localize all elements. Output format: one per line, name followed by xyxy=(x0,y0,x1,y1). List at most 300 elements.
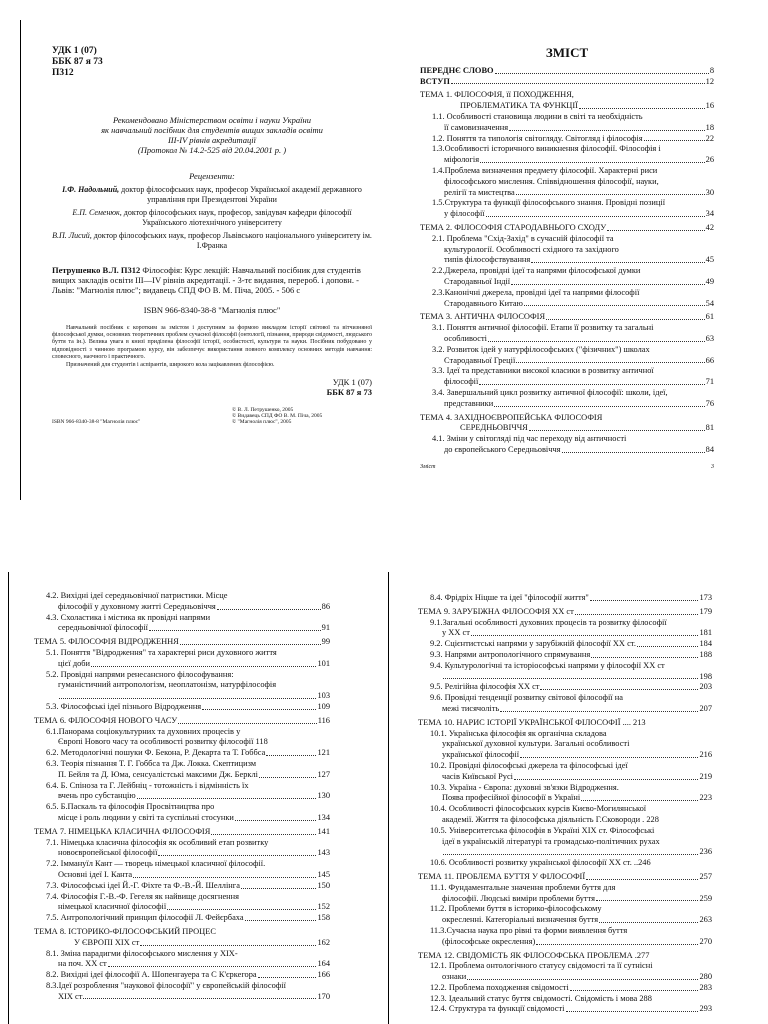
dot-leader xyxy=(516,362,704,363)
toc-entry-text: 6.5. Б.Паскаль та філософія Просвітництва про xyxy=(46,802,215,812)
dot-leader xyxy=(596,900,698,901)
toc-entry-text: 11.1. Фундаментальне значення проблеми буття для xyxy=(430,882,616,892)
toc-entry-text: особливості xyxy=(444,333,488,343)
dot-leader xyxy=(536,944,698,945)
toc-entry-text: у XX ст xyxy=(442,628,470,638)
toc-page-number: 130 xyxy=(317,791,330,801)
dot-leader xyxy=(509,130,705,131)
dot-leader xyxy=(581,800,698,801)
toc-page-number: 203 xyxy=(699,682,712,692)
toc-entry xyxy=(420,377,714,387)
dot-leader xyxy=(570,990,699,991)
reviewer-3: В.П. Лисий, доктор філософських наук, професор Львівського національного університету ім. І.Франка xyxy=(52,231,372,250)
toc-entry-text: на поч. XX ст xyxy=(58,959,107,969)
dot-leader xyxy=(531,262,704,263)
toc-page-number: 127 xyxy=(317,769,330,779)
toc-entry xyxy=(418,904,712,914)
toc-entry-text: 9.5. Релігійна філософія XX ст xyxy=(430,682,540,692)
toc-entry-text: української філософії xyxy=(442,750,520,760)
toc-page-number: 216 xyxy=(699,750,712,760)
toc-entry-text: 3.4. Завершальний цикл розвитку античної філософії: школи, ідеї, xyxy=(432,387,668,397)
dot-leader xyxy=(133,877,316,878)
toc-entry xyxy=(418,815,712,825)
toc-entry xyxy=(420,266,714,276)
toc-entry xyxy=(420,312,714,322)
toc-entry-text: 3.1. Поняття античної філософії. Етапи її розвитку та загальні xyxy=(432,323,654,333)
toc-entry xyxy=(420,123,714,133)
toc-entry-text: філософії. Людські виміри проблеми буття xyxy=(442,893,595,903)
dot-leader xyxy=(495,73,709,74)
dot-leader xyxy=(514,779,698,780)
toc-page-number: 170 xyxy=(317,991,330,1001)
dot-leader xyxy=(511,284,705,285)
dot-leader xyxy=(494,406,704,407)
toc-page-number: 257 xyxy=(699,871,712,881)
dot-leader xyxy=(546,319,705,320)
toc-entry xyxy=(420,399,714,409)
toc-entry xyxy=(418,872,712,882)
toc-entry xyxy=(34,992,330,1002)
toc-entry xyxy=(418,783,712,793)
toc-entry-text: культурології. Особливості східного та західного xyxy=(444,244,619,254)
toc-page-number: 164 xyxy=(317,959,330,969)
toc-page-number: 16 xyxy=(705,101,714,111)
dot-leader xyxy=(488,341,705,342)
toc-entry xyxy=(34,881,330,891)
toc-page-number: 45 xyxy=(705,255,714,265)
toc-page-number: 179 xyxy=(699,606,712,616)
toc-entry-text: ПЕРЕДНЄ СЛОВО xyxy=(420,65,494,75)
toc-page-number: 76 xyxy=(705,398,714,408)
toc-entry xyxy=(420,198,714,208)
toc-page-number: 152 xyxy=(317,902,330,912)
toc-entry xyxy=(418,994,712,1004)
toc-entry xyxy=(420,209,714,219)
toc-entry-text: ТЕМА 4. ЗАХІДНОЄВРОПЕЙСЬКА ФІЛОСОФІЯ xyxy=(420,412,603,422)
toc-page-number: 63 xyxy=(705,333,714,343)
toc-entry-text: 1.1. Особливості становища людини в світі та необхідність xyxy=(432,111,643,121)
toc-page-number: 162 xyxy=(317,937,330,947)
toc-entry xyxy=(418,704,712,714)
toc-entry-text: Стародавньої Греції xyxy=(444,355,516,365)
toc-entry-text: П. Бейля та Д. Юма, сенсуалістські максими Дж. Берклі xyxy=(58,769,258,779)
toc-page-number: 81 xyxy=(705,423,714,433)
dot-leader xyxy=(529,430,705,431)
toc-entry xyxy=(420,144,714,154)
toc-entry xyxy=(420,334,714,344)
toc-page-number: 49 xyxy=(705,276,714,286)
toc-entry-text: ознаки xyxy=(442,972,467,982)
dot-leader xyxy=(217,609,321,610)
toc-entry-text: 10.3. Україна - Європа: духовні зв'язки Відродження. xyxy=(430,782,619,792)
toc-entry-text: 12.4. Структура та функції свідомості xyxy=(430,1004,565,1014)
toc-page-number: 280 xyxy=(699,972,712,982)
toc-entry xyxy=(34,716,330,726)
toc-entry xyxy=(418,761,712,771)
toc-page-number: 184 xyxy=(699,639,712,649)
toc-entry-text: 7.3. Філософські ідеї Й.-Г. Фіхте та Ф.-В.-Й. Шеллінга xyxy=(46,880,240,890)
toc-entry xyxy=(420,223,714,233)
toc-entry xyxy=(418,729,712,739)
toc-entry-text: 12.1. Проблема онтологічного статусу свідомості та її сутнісні xyxy=(430,961,653,971)
toc-page-number: 259 xyxy=(699,893,712,903)
toc-entry xyxy=(420,101,714,111)
toc-entry xyxy=(418,951,712,961)
toc-entry-text: її самовизначення xyxy=(444,122,509,132)
toc-entry-text: 5.2. Провідні напрями ренесансного філософування: xyxy=(46,669,234,679)
toc-page-number: 99 xyxy=(321,637,330,647)
toc-entry xyxy=(420,77,714,87)
toc-entry xyxy=(420,90,714,100)
bibliographic-record: Петрушенко В.Л. П312 Філософія: Курс лекцій: Навчальний посібник для студентів вищих закладів освіти III—IV рівнів акредитації. - 3-тє видання, перероб. і доповн. - Львів: "Магнолія плюс"; видавець СПД ФО В. М. Піча, 2005. - 506 с xyxy=(52,264,361,295)
toc-page-3 xyxy=(418,592,712,1022)
toc-entry-text: 2.2.Джерела, провідні ідеї та напрями філософської думки xyxy=(432,266,641,276)
toc-entry xyxy=(418,804,712,814)
dot-leader xyxy=(579,108,705,109)
toc-entry-text: Основні ідеї І. Канта xyxy=(58,869,133,879)
toc-entry-text: 10.2. Провідні філософські джерела та філософські ідеї xyxy=(430,760,628,770)
annotation: Навчальний посібник є коротким за змістом і доступним за формою викладом історії світової та вітчизняної філософської думки, основних теоретичних проблем сучасної філософії (онтології, пізнання, природи свідомості, людського буття та ін.). Велика увага в книзі приділена філософії історії, особистості, культури та науки. Посібник побудовано у відповідності з чинною програмою курсу, він забезпечує використання повного комплексу основних методів навчання: словесного, наочного і практичного. xyxy=(52,324,372,361)
toc-entry xyxy=(420,288,714,298)
toc-entry xyxy=(420,155,714,165)
toc-entry-text: 10.5. Університетська філософія в Україні XIX ст. Філософські xyxy=(430,825,655,835)
toc-entry-text: 5.1. Поняття "Відродження" та характерні риси духовного життя xyxy=(46,647,277,657)
toc-page-number: 84 xyxy=(705,444,714,454)
toc-entry xyxy=(34,938,330,948)
toc-page-number: 293 xyxy=(699,1004,712,1014)
toc-entry-text: німецької класичної філософії xyxy=(58,902,167,912)
toc-entry xyxy=(420,366,714,376)
isbn: ISBN 966-8340-38-8 "Магнолія плюс" xyxy=(143,304,281,315)
toc-entry-text: ТЕМА 9. ЗАРУБІЖНА ФІЛОСОФІЯ XX ст xyxy=(418,606,574,616)
toc-entry-text: новоєвропейської філософії xyxy=(58,848,158,858)
toc-page-number: 101 xyxy=(317,658,330,668)
page-edge-line xyxy=(8,572,9,1024)
toc-entry xyxy=(420,445,714,455)
toc-entry xyxy=(418,972,712,982)
toc-entry xyxy=(34,770,330,780)
toc-entry-text: 10.4. Особливості філософських курсів Києво-Могилянської xyxy=(430,804,647,814)
reviewer-2: Е.П. Семенюк, доктор філософських наук, професор, завідувач кафедри філософії Українського ліотехнічного університету xyxy=(72,208,352,227)
toc-page-number: 223 xyxy=(699,793,712,803)
toc-entry xyxy=(418,593,712,603)
dot-leader xyxy=(167,909,316,910)
toc-entry xyxy=(418,607,712,617)
toc-entry-text: 8.1. Зміна парадигми філософського мислення у XIX- xyxy=(46,948,238,958)
dot-leader xyxy=(467,979,698,980)
toc-entry xyxy=(34,702,330,712)
toc-entry xyxy=(34,848,330,858)
toc-entry xyxy=(34,870,330,880)
dot-leader xyxy=(91,666,316,667)
toc-page-number: 145 xyxy=(317,869,330,879)
toc-entry xyxy=(34,759,330,769)
dot-leader xyxy=(591,657,698,658)
udk-code-bottom: УДК 1 (07) xyxy=(332,377,372,387)
page-edge-line xyxy=(20,20,21,500)
dot-leader xyxy=(211,834,316,835)
toc-page-number: 166 xyxy=(317,970,330,980)
toc-page-number: 188 xyxy=(699,649,712,659)
toc-entry xyxy=(420,388,714,398)
toc-entry-text: Європі Нового часу та особливості розвитку філософії 118 xyxy=(58,737,268,747)
toc-page-number: 22 xyxy=(705,133,714,143)
toc-entry-text: представники xyxy=(444,398,494,408)
toc-entry-text: 7.1. Німецька класична філософія як особливий етап розвитку xyxy=(46,837,269,847)
toc-page-number: 236 xyxy=(699,847,712,857)
toc-page-number: 121 xyxy=(317,748,330,758)
dot-leader xyxy=(178,723,316,724)
toc-entry xyxy=(34,791,330,801)
dot-leader xyxy=(566,1011,699,1012)
toc-entry-text: Стародавньої Індії xyxy=(444,276,511,286)
toc-page-number: 91 xyxy=(321,623,330,633)
dot-leader xyxy=(516,194,705,195)
reviewer-1: І.Ф. Надольний, доктор філософських наук, професор Української академії державного управління при Президентові України xyxy=(62,185,362,204)
toc-entry-text: 9.3. Напрями антропологічного спрямування xyxy=(430,649,591,659)
toc-entry xyxy=(418,826,712,836)
dot-leader xyxy=(258,977,317,978)
toc-page-number: 141 xyxy=(317,826,330,836)
author-code: П312 xyxy=(52,68,74,78)
bbk-code-bottom: ББК 87 я 73 xyxy=(326,387,372,397)
dot-leader xyxy=(245,920,317,921)
toc-page-number: 42 xyxy=(705,222,714,232)
toc-page-number: 61 xyxy=(705,312,714,322)
toc-entry-text: 6.4. Б. Спіноза та Г. Лейбніц - тотожність і відмінність їх xyxy=(46,780,249,790)
toc-entry-text: філософського мислення. Співвідношення філософії, науки, xyxy=(444,176,659,186)
audience: Призначений для студентів і аспірантів, широкого кола зацікавлених філософією. xyxy=(66,361,275,368)
toc-entry xyxy=(418,793,712,803)
toc-entry-text: до європейського Середньовіччя xyxy=(444,444,561,454)
toc-entry-text: ТЕМА 6. ФІЛОСОФІЯ НОВОГО ЧАСУ xyxy=(34,715,178,725)
toc-entry-text: Стародавнього Китаю xyxy=(444,298,523,308)
toc-entry xyxy=(34,970,330,980)
bbk-code: ББК 87 я 73 xyxy=(52,57,103,67)
toc-entry-text: 11.2. Проблеми буття в історико-філософському xyxy=(430,904,602,914)
toc-entry-text: 4.1. Зміни у світогляді під час переходу від античності xyxy=(432,434,627,444)
toc-entry-text: 9.2. Сцієнтистські напрями у зарубіжній філософії XX ст. xyxy=(430,639,636,649)
toc-entry-text: ТЕМА 5. ФІЛОСОФІЯ ВІДРОДЖЕННЯ xyxy=(34,637,179,647)
toc-entry-text: 1.3.Особливості історичного виникнення філософії. Філософія і xyxy=(432,144,661,154)
toc-page-number: 8 xyxy=(709,65,714,75)
toc-entry xyxy=(34,727,330,737)
toc-entry-text: релігії та мистецтва xyxy=(444,187,515,197)
dot-leader xyxy=(520,757,698,758)
reviewers-label: Рецензенти: xyxy=(189,171,235,181)
dot-leader xyxy=(202,709,316,710)
dot-leader xyxy=(540,689,698,690)
toc-entry-text: 8.3.Ідеї розроблення "наукової філософії" у європейській філософії xyxy=(46,980,286,990)
toc-entry xyxy=(34,748,330,758)
toc-entry-text: 2.1. Проблема "Схід-Захід" в сучасній філософії та xyxy=(432,233,614,243)
imprint-page xyxy=(52,46,372,496)
toc-entry xyxy=(418,682,712,692)
toc-entry xyxy=(418,983,712,993)
toc-entry-text: ВСТУП xyxy=(420,76,450,86)
dot-leader xyxy=(575,614,699,615)
dot-leader xyxy=(586,879,698,880)
toc-page-number: 66 xyxy=(705,355,714,365)
toc-page-number: 143 xyxy=(317,848,330,858)
toc-entry-text: середньовічної філософії xyxy=(58,623,148,633)
dot-leader xyxy=(524,305,705,306)
toc-entry xyxy=(418,750,712,760)
udk-code: УДК 1 (07) xyxy=(52,46,97,56)
toc-entry-text: Поява професійної філософії в Україні xyxy=(442,793,581,803)
toc-entry-text: філософії у духовному житті Середньовіччя xyxy=(58,601,216,611)
toc-page-number: 150 xyxy=(317,880,330,890)
toc-entry xyxy=(420,345,714,355)
toc-entry-text: У ЄВРОПІ XIX ст xyxy=(74,937,140,947)
toc-entry xyxy=(34,802,330,812)
toc-entry-text: ТЕМА 8. ІСТОРИКО-ФІЛОСОФСЬКИЙ ПРОЦЕС xyxy=(34,926,216,936)
toc-page-number: 34 xyxy=(705,209,714,219)
toc-entry-text: 4.2. Вихідні ідеї середньовічної патристики. Місце xyxy=(46,591,228,600)
toc-page-number: 103 xyxy=(317,691,330,701)
toc-page-number: 270 xyxy=(699,936,712,946)
dot-leader xyxy=(158,855,316,856)
toc-entry-text: вчень про субстанцію xyxy=(58,791,136,801)
toc-entry-text: 9.6. Провідні тенденції розвитку світової філософії на xyxy=(430,693,623,703)
toc-entry xyxy=(34,623,330,633)
toc-entry xyxy=(418,661,712,671)
toc-entry-text: ТЕМА 2. ФІЛОСОФІЯ СТАРОДАВНЬОГО СХОДУ xyxy=(420,222,607,232)
toc-entry xyxy=(418,1004,712,1014)
dot-leader xyxy=(607,230,704,231)
toc-entry xyxy=(418,926,712,936)
toc-entry-text: ТЕМА 12. СВІДОМІСТЬ ЯК ФІЛОСОФСЬКА ПРОБЛЕМА .277 xyxy=(418,950,650,960)
toc-entry xyxy=(34,949,330,959)
toc-entry-text: 12.2. Проблема походження свідомості xyxy=(430,982,569,992)
toc-title: ЗМІСТ xyxy=(545,48,589,60)
toc-entry-text: межі тисячоліть xyxy=(442,703,500,713)
toc-entry-text: 10.1. Українська філософія як органічна складова xyxy=(430,728,607,738)
toc-entry xyxy=(420,434,714,444)
dot-leader xyxy=(471,635,699,636)
toc-page-number: 26 xyxy=(705,155,714,165)
toc-entry-text: міфологія xyxy=(444,155,480,165)
toc-entry xyxy=(418,937,712,947)
toc-list xyxy=(34,591,330,1001)
toc-entry xyxy=(34,827,330,837)
toc-entry xyxy=(34,737,330,747)
copyright-area xyxy=(52,407,372,425)
toc-entry-text: XIX ст xyxy=(58,991,83,1001)
toc-entry xyxy=(34,981,330,991)
toc-entry xyxy=(418,772,712,782)
toc-page-number: 207 xyxy=(699,703,712,713)
toc-entry xyxy=(418,883,712,893)
toc-entry xyxy=(34,591,330,601)
toc-entry xyxy=(34,670,330,680)
dot-leader xyxy=(637,646,699,647)
isbn-bottom: ISBN 966-8340-38-8 "Магнолія плюс" xyxy=(52,419,141,425)
toc-entry xyxy=(420,423,714,433)
toc-entry-text: 6.1.Панорама соціокультурних та духовних процесів у xyxy=(46,726,241,736)
dot-leader xyxy=(266,755,316,756)
toc-entry-text: типів філософствування xyxy=(444,255,531,265)
toc-entry xyxy=(34,691,330,701)
toc-entry xyxy=(418,847,712,857)
toc-entry-text: 6.2. Методологічні пошуки Ф. Бекона, Р. Декарта та Т. Гоббса xyxy=(46,748,266,758)
toc-entry-text: 1.5.Структура та функції філософського знання. Провідні позиції xyxy=(432,198,666,208)
toc-entry-text: 4.3. Схоластика і містика як провідні напрями xyxy=(46,612,211,622)
dot-leader xyxy=(644,140,705,141)
page-footer: Зміст 3 xyxy=(420,463,714,470)
toc-entry-text: 6.3. Теорія пізнання Т. Г. Гоббса та Дж. Локка. Скептицизм xyxy=(46,758,257,768)
dot-leader xyxy=(108,966,317,967)
toc-entry xyxy=(418,639,712,649)
toc-entry xyxy=(420,188,714,198)
toc-entry xyxy=(420,134,714,144)
toc-entry-text: 8.4. Фрідріх Ніцше та ідеї "філософії життя" xyxy=(430,593,589,602)
toc-entry xyxy=(418,672,712,682)
toc-entry xyxy=(418,894,712,904)
dot-leader xyxy=(562,452,705,453)
toc-entry xyxy=(34,781,330,791)
toc-page-number: 263 xyxy=(699,915,712,925)
toc-entry-text: СЕРЕДНЬОВІЧЧЯ xyxy=(460,423,528,433)
recommendation: Рекомендовано Міністерством освіти і науки України як навчальний посібник для студентів вищих закладів освіти III-IV рівнів акредитації (Протокол № 14.2-525 від 20.04.2001 р. ) xyxy=(101,115,323,155)
toc-page-number: 116 xyxy=(317,715,330,725)
toc-entry-text: 3.3. Ідеї та представники високої класики в розвитку античної xyxy=(432,366,654,376)
toc-entry-text: місце і роль людини у світі та суспільні стосунки xyxy=(58,812,234,822)
toc-entry xyxy=(418,915,712,925)
toc-entry-text: 9.4. Культурологічні та історіософські напрями у філософії XX ст xyxy=(430,660,665,670)
dot-leader xyxy=(443,678,698,679)
toc-entry-text: 9.1.Загальні особливості духовних процесів та розвитку філософії xyxy=(430,617,667,627)
toc-entry-text: 2.3.Канонічні джерела, провідні ідеї та напрями філософії xyxy=(432,287,640,297)
copyrights: © В. Л. Петрушенко, 2005 © Видавець СПД ФО В. М. Піча, 2005 © "Магнолія плюс", 2005 xyxy=(232,407,323,425)
dot-leader xyxy=(83,998,316,999)
toc-entry-text: ТЕМА 7. НІМЕЦЬКА КЛАСИЧНА ФІЛОСОФІЯ xyxy=(34,826,211,836)
toc-entry-text: 8.2. Вихідні ідеї філософії А. Шопенгауера та С К'єркегора xyxy=(46,970,257,980)
toc-page-number: 134 xyxy=(317,812,330,822)
toc-entry xyxy=(34,959,330,969)
toc-entry xyxy=(418,650,712,660)
toc-page-number: 109 xyxy=(317,701,330,711)
dot-leader xyxy=(180,644,321,645)
dot-leader xyxy=(479,384,704,385)
dot-leader xyxy=(241,888,317,889)
toc-page-number: 30 xyxy=(705,187,714,197)
toc-entry-text: 7.4. Філософія Г.-В.-Ф. Гегеля як найвище досягнення xyxy=(46,891,239,901)
toc-entry xyxy=(34,927,330,937)
toc-entry xyxy=(418,837,712,847)
dot-leader xyxy=(590,600,699,601)
toc-entry xyxy=(34,680,330,690)
toc-entry-text: ТЕМА 3. АНТИЧНА ФІЛОСОФІЯ xyxy=(420,312,546,322)
dot-leader xyxy=(480,162,705,163)
toc-page-number: 86 xyxy=(321,601,330,611)
toc-entry-text: 5.3. Філософські ідеї пізнього Відродження xyxy=(46,701,202,711)
toc-entry-text: ТЕМА 11. ПРОБЛЕМА БУТТЯ У ФІЛОСОФІЇ xyxy=(418,871,586,881)
dot-leader xyxy=(451,83,705,84)
toc-page-number: 219 xyxy=(699,771,712,781)
toc-entry xyxy=(420,245,714,255)
toc-list xyxy=(420,66,714,455)
toc-page-1 xyxy=(420,48,714,498)
dot-leader xyxy=(149,630,321,631)
toc-entry xyxy=(420,112,714,122)
toc-entry-text: 11.3.Сучасна наука про рівні та форми виявлення буття xyxy=(430,925,628,935)
toc-entry-text: у філософії xyxy=(444,209,485,219)
toc-entry xyxy=(34,648,330,658)
toc-entry-text: 7.5. Антропологічний принцип філософії Л. Фейєрбаха xyxy=(46,913,244,923)
toc-entry-text: 1.2. Поняття та типологія світогляду. Світогляд і філософія xyxy=(432,133,643,143)
toc-entry-text: академії. Життя та філософська діяльність Г.Сковороди . 228 xyxy=(442,814,659,824)
